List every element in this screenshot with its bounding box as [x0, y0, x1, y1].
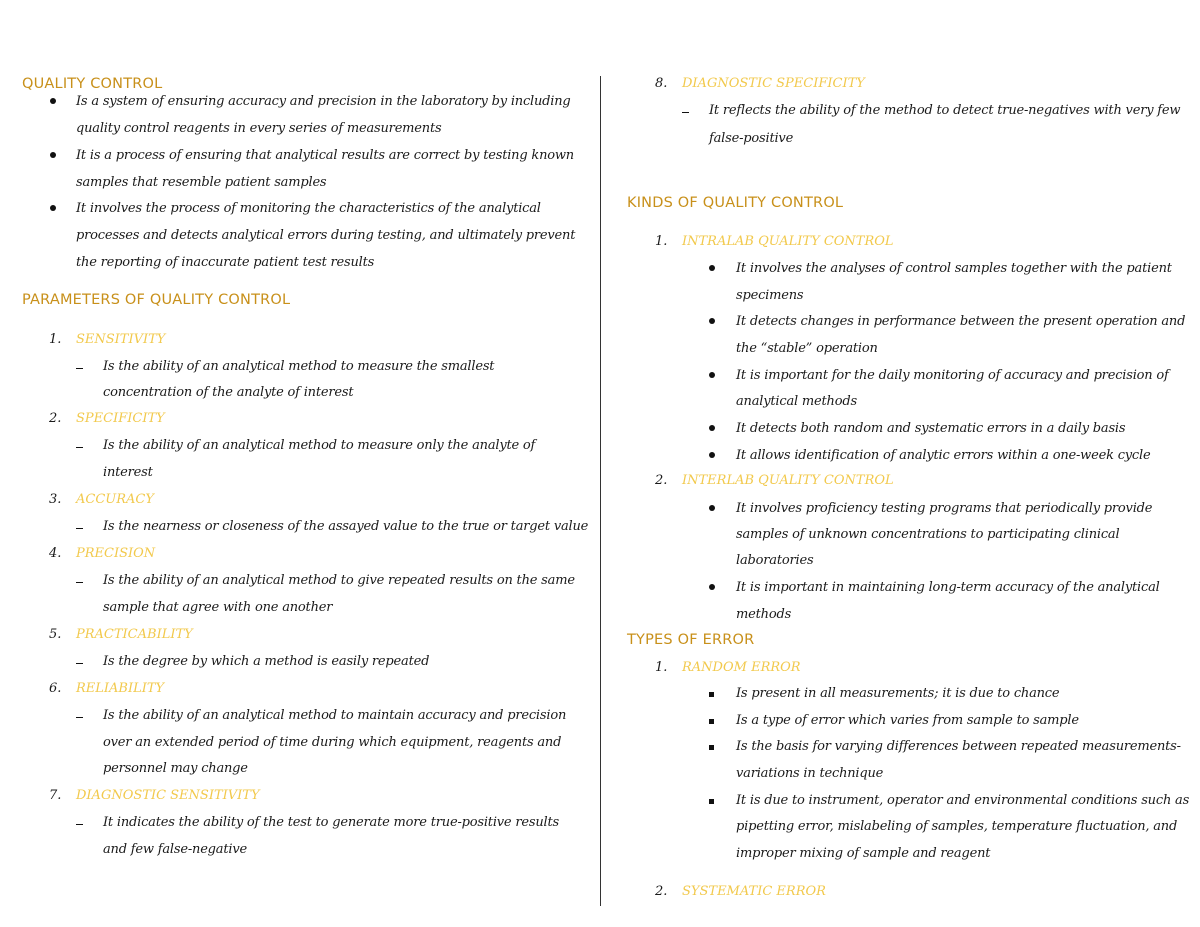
- text-line: quality control reagents in every series of measurements: [76, 121, 442, 136]
- text-line: It involves proficiency testing programs that periodically provide: [736, 501, 1153, 516]
- text-line: It allows identification of analytic errors within a one-week cycle: [736, 448, 1151, 463]
- subheading-sensitivity: SENSITIVITY: [76, 332, 166, 347]
- bullet-icon: [709, 425, 715, 431]
- text-line: It detects changes in performance between the present operation and: [736, 314, 1186, 329]
- column-divider: [600, 76, 601, 906]
- text-line: analytical methods: [736, 394, 857, 409]
- text-line: and few false-negative: [103, 842, 247, 857]
- bullet-icon: [709, 372, 715, 378]
- text-line: improper mixing of sample and reagent: [736, 846, 991, 861]
- item-number: 1.: [655, 234, 668, 249]
- item-number: 1.: [655, 660, 668, 675]
- subheading-practicability: PRACTICABILITY: [76, 627, 193, 642]
- square-bullet-icon: [709, 745, 714, 750]
- square-bullet-icon: [709, 692, 714, 697]
- text-line: It involves the analyses of control samples together with the patient: [736, 261, 1172, 276]
- text-line: Is a type of error which varies from sample to sample: [736, 713, 1079, 728]
- dash-icon: [76, 368, 83, 369]
- dash-icon: [76, 582, 83, 583]
- subheading-precision: PRECISION: [76, 546, 156, 561]
- bullet-icon: [50, 152, 56, 158]
- text-line: the reporting of inaccurate patient test results: [76, 255, 375, 270]
- subheading-intralab: INTRALAB QUALITY CONTROL: [682, 234, 894, 249]
- subheading-random-error: RANDOM ERROR: [682, 660, 801, 675]
- item-number: 5.: [49, 627, 62, 642]
- heading-kinds-of-quality-control: KINDS OF QUALITY CONTROL: [627, 195, 844, 211]
- text-line: It is important for the daily monitoring of accuracy and precision of: [736, 368, 1169, 383]
- text-line: samples that resemble patient samples: [76, 175, 327, 190]
- text-line: It detects both random and systematic errors in a daily basis: [736, 421, 1126, 436]
- text-line: Is the basis for varying differences between repeated measurements-: [736, 739, 1181, 754]
- bullet-icon: [709, 265, 715, 271]
- text-line: It is due to instrument, operator and environmental conditions such as: [736, 793, 1190, 808]
- subheading-specificity: SPECIFICITY: [76, 411, 165, 426]
- text-line: concentration of the analyte of interest: [103, 385, 354, 400]
- subheading-diagnostic-sensitivity: DIAGNOSTIC SENSITIVITY: [76, 788, 260, 803]
- bullet-icon: [50, 98, 56, 104]
- item-number: 2.: [49, 411, 62, 426]
- bullet-icon: [709, 584, 715, 590]
- text-line: samples of unknown concentrations to participating clinical: [736, 527, 1120, 542]
- text-line: Is a system of ensuring accuracy and precision in the laboratory by including: [76, 94, 571, 109]
- text-line: Is the ability of an analytical method to measure the smallest: [103, 359, 495, 374]
- text-line: laboratories: [736, 553, 814, 568]
- square-bullet-icon: [709, 799, 714, 804]
- item-number: 1.: [49, 332, 62, 347]
- text-line: over an extended period of time during which equipment, reagents and: [103, 735, 562, 750]
- item-number: 4.: [49, 546, 62, 561]
- heading-quality-control: QUALITY CONTROL: [22, 76, 163, 92]
- bullet-icon: [50, 205, 56, 211]
- text-line: sample that agree with one another: [103, 600, 333, 615]
- bullet-icon: [709, 318, 715, 324]
- text-line: It reflects the ability of the method to detect true-negatives with very few: [709, 103, 1181, 118]
- text-line: personnel may change: [103, 761, 248, 776]
- heading-types-of-error: TYPES OF ERROR: [627, 632, 755, 648]
- text-line: variations in technique: [736, 766, 884, 781]
- subheading-reliability: RELIABILITY: [76, 681, 165, 696]
- text-line: interest: [103, 465, 153, 480]
- dash-icon: [76, 824, 83, 825]
- text-line: Is the ability of an analytical method to give repeated results on the same: [103, 573, 575, 588]
- item-number: 6.: [49, 681, 62, 696]
- item-number: 7.: [49, 788, 62, 803]
- text-line: false-positive: [709, 131, 794, 146]
- subheading-interlab: INTERLAB QUALITY CONTROL: [682, 473, 894, 488]
- text-line: Is present in all measurements; it is due to chance: [736, 686, 1060, 701]
- heading-parameters: PARAMETERS OF QUALITY CONTROL: [22, 292, 291, 308]
- dash-icon: [76, 717, 83, 718]
- text-line: Is the ability of an analytical method to measure only the analyte of: [103, 438, 536, 453]
- text-line: Is the degree by which a method is easily repeated: [103, 654, 430, 669]
- dash-icon: [682, 112, 689, 113]
- dash-icon: [76, 447, 83, 448]
- bullet-icon: [709, 505, 715, 511]
- square-bullet-icon: [709, 719, 714, 724]
- dash-icon: [76, 528, 83, 529]
- item-number: 2.: [655, 884, 668, 899]
- item-number: 2.: [655, 473, 668, 488]
- text-line: pipetting error, mislabeling of samples, temperature fluctuation, and: [736, 819, 1178, 834]
- text-line: specimens: [736, 288, 804, 303]
- item-number: 8.: [655, 76, 668, 91]
- bullet-icon: [709, 452, 715, 458]
- text-line: It is important in maintaining long-term accuracy of the analytical: [736, 580, 1160, 595]
- subheading-diagnostic-specificity: DIAGNOSTIC SPECIFICITY: [682, 76, 865, 91]
- text-line: the “stable” operation: [736, 341, 878, 356]
- text-line: Is the nearness or closeness of the assayed value to the true or target value: [103, 519, 589, 534]
- text-line: It indicates the ability of the test to generate more true-positive results: [103, 815, 559, 830]
- text-line: methods: [736, 607, 792, 622]
- subheading-accuracy: ACCURACY: [76, 492, 154, 507]
- text-line: It is a process of ensuring that analytical results are correct by testing known: [76, 148, 574, 163]
- item-number: 3.: [49, 492, 62, 507]
- dash-icon: [76, 663, 83, 664]
- text-line: It involves the process of monitoring the characteristics of the analytical: [76, 201, 541, 216]
- text-line: Is the ability of an analytical method to maintain accuracy and precision: [103, 708, 567, 723]
- text-line: processes and detects analytical errors during testing, and ultimately prevent: [76, 228, 576, 243]
- subheading-systematic-error: SYSTEMATIC ERROR: [682, 884, 826, 899]
